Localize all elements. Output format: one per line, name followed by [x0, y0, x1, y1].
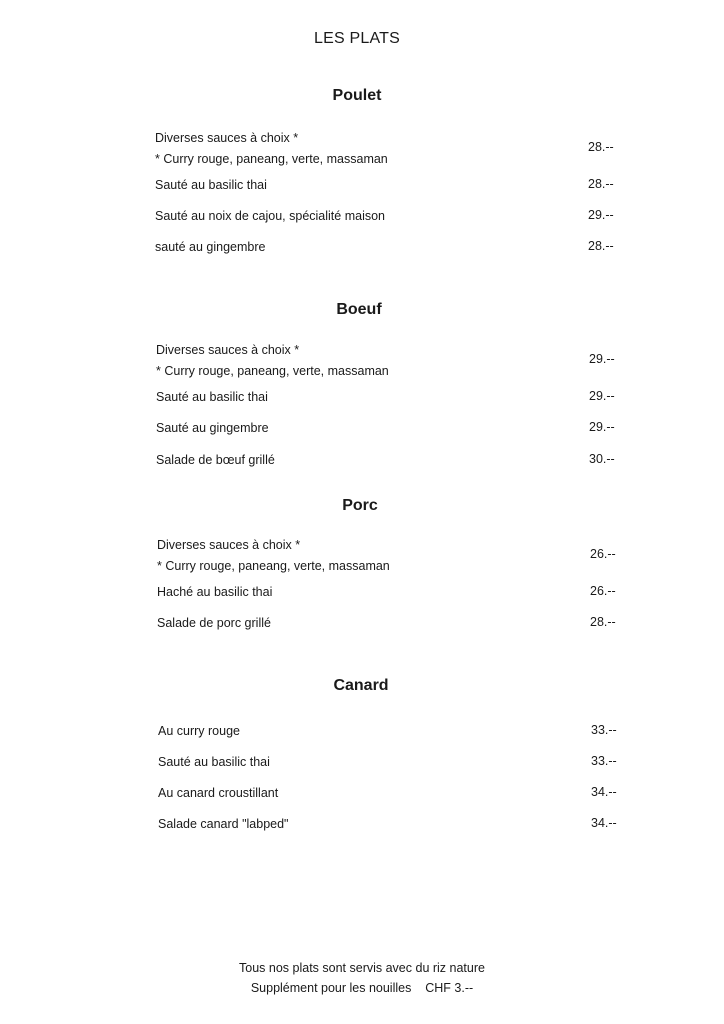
menu-item-canard-curry: Au curry rouge — [158, 724, 240, 738]
menu-item-poulet-sauces-line1: Diverses sauces à choix * — [155, 131, 299, 145]
menu-item-porc-sauces-line1: Diverses sauces à choix * — [157, 538, 301, 552]
menu-price-canard-basilic: 33.-- — [591, 754, 617, 768]
section-title-boeuf: Boeuf — [336, 301, 382, 318]
footer-note — [0, 958, 724, 998]
menu-item-porc-hache: Haché au basilic thai — [157, 585, 273, 599]
menu-item-porc-sauces-line2: * Curry rouge, paneang, verte, massaman — [157, 559, 390, 573]
menu-price-canard-curry: 33.-- — [591, 723, 617, 737]
menu-price-porc-hache: 26.-- — [590, 584, 616, 598]
menu-price-poulet-basilic: 28.-- — [588, 177, 614, 191]
menu-item-canard-croustillant: Au canard croustillant — [158, 786, 279, 800]
menu-item-poulet-gingembre: sauté au gingembre — [155, 240, 266, 254]
menu-item-boeuf-sauces-line2: * Curry rouge, paneang, verte, massaman — [156, 364, 389, 378]
menu-item-boeuf-gingembre: Sauté au gingembre — [156, 421, 269, 435]
menu-item-boeuf-basilic: Sauté au basilic thai — [156, 390, 268, 404]
menu-price-boeuf-salade: 30.-- — [589, 452, 615, 466]
menu-item-canard-salade: Salade canard "labped" — [158, 817, 289, 831]
menu-price-canard-croustillant: 34.-- — [591, 785, 617, 799]
menu-price-porc-sauces: 26.-- — [590, 547, 616, 561]
menu-price-canard-salade: 34.-- — [591, 816, 617, 830]
menu-item-poulet-basilic: Sauté au basilic thai — [155, 178, 267, 192]
section-title-canard: Canard — [333, 677, 389, 694]
section-title-poulet: Poulet — [332, 87, 382, 104]
menu-item-poulet-sauces-line2: * Curry rouge, paneang, verte, massaman — [155, 152, 388, 166]
menu-price-poulet-sauces: 28.-- — [588, 140, 614, 154]
footer-noodle-supplement: Supplément pour les nouilles CHF 3.-- — [250, 981, 474, 995]
section-title-porc: Porc — [342, 497, 378, 514]
menu-price-boeuf-basilic: 29.-- — [589, 389, 615, 403]
menu-price-boeuf-gingembre: 29.-- — [589, 420, 615, 434]
menu-price-boeuf-sauces: 29.-- — [589, 352, 615, 366]
menu-item-boeuf-salade: Salade de bœuf grillé — [156, 453, 275, 467]
menu-item-boeuf-sauces-line1: Diverses sauces à choix * — [156, 343, 300, 357]
page-title: LES PLATS — [314, 30, 400, 47]
menu-item-porc-salade: Salade de porc grillé — [157, 616, 271, 630]
menu-price-poulet-cajou: 29.-- — [588, 208, 614, 222]
menu-item-poulet-cajou: Sauté au noix de cajou, spécialité maison — [155, 209, 386, 223]
menu-item-canard-basilic: Sauté au basilic thai — [158, 755, 270, 769]
menu-price-porc-salade: 28.-- — [590, 615, 616, 629]
footer-rice-note: Tous nos plats sont servis avec du riz nature — [239, 961, 485, 975]
menu-price-poulet-gingembre: 28.-- — [588, 239, 614, 253]
